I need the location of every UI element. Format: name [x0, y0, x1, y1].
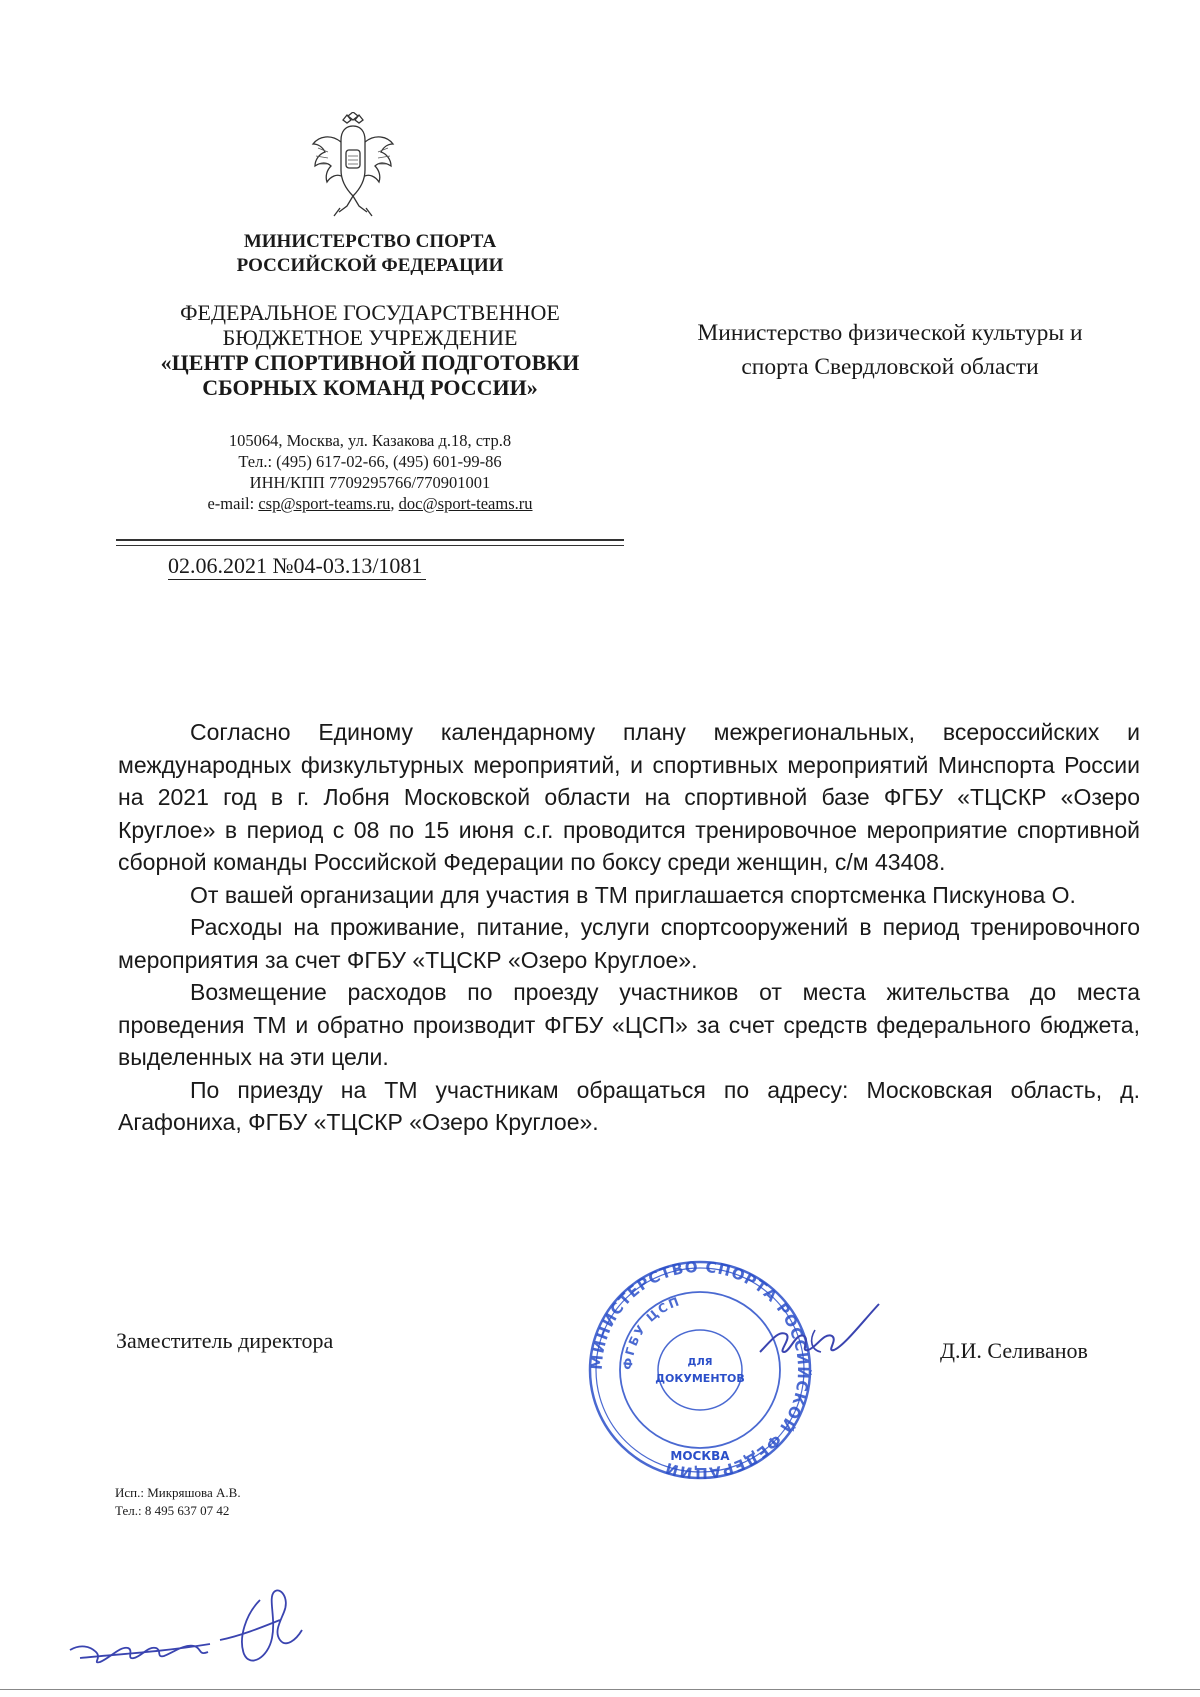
institution-line1: ФЕДЕРАЛЬНОЕ ГОСУДАРСТВЕННОЕ — [180, 300, 560, 325]
stamp-city: МОСКВА — [670, 1449, 730, 1463]
contact-details — [110, 430, 630, 514]
ministry-name-line1: МИНИСТЕРСТВО СПОРТА — [243, 231, 497, 252]
institution-line2: БЮДЖЕТНОЕ УЧРЕЖДЕНИЕ — [222, 325, 518, 350]
ministry-name — [110, 230, 630, 278]
institution-name-line1: «ЦЕНТР СПОРТИВНОЙ ПОДГОТОВКИ — [160, 350, 580, 375]
executor-info — [115, 1484, 241, 1520]
body-paragraph: Возмещение расходов по проезду участников от места жительства до места проведения ТМ и обратно производит ФГБУ «ЦСП» за счет средств федерального бюджета, выделенных на эти цели. — [118, 979, 1140, 1070]
scan-edge-line — [0, 1689, 1200, 1690]
addressee-line1: Министерство физической культуры и — [697, 320, 1083, 346]
addressee — [650, 316, 1130, 384]
signatory-role: Заместитель директора — [116, 1328, 334, 1353]
addressee-line2: спорта Свердловской области — [741, 354, 1039, 380]
phone: Тел.: (495) 617-02-66, (495) 601-99-86 — [238, 452, 502, 471]
stamp-outer-text: МИНИСТЕРСТВО СПОРТА РОССИЙСКОЙ ФЕДЕРАЦИИ — [587, 1257, 813, 1483]
ministry-name-line2: РОССИЙСКОЙ ФЕДЕРАЦИИ — [236, 255, 504, 276]
body-paragraph: От вашей организации для участия в ТМ приглашается спортсменка Пискунова О. — [190, 881, 1076, 908]
executor-phone: Тел.: 8 495 637 07 42 — [115, 1503, 230, 1518]
signature-scribble-icon — [755, 1300, 885, 1370]
official-stamp — [580, 1255, 820, 1485]
letter-body — [118, 716, 1140, 1139]
institution-name-line2: СБОРНЫХ КОМАНД РОССИИ» — [202, 375, 538, 400]
email-link-csp[interactable]: csp@sport-teams.ru — [258, 494, 391, 513]
email-link-doc[interactable]: doc@sport-teams.ru — [398, 494, 533, 513]
address: 105064, Москва, ул. Казакова д.18, стр.8 — [228, 431, 512, 450]
body-paragraph: По приезду на ТМ участникам обращаться по адресу: Московская область, д. Агафониха, ФГБУ «ТЦСКР «Озеро Круглое». — [118, 1076, 1140, 1135]
document-reference: 02.06.2021 №04-03.13/1081 — [168, 553, 426, 580]
stamp-inner-text: ФГБУ ЦСП — [620, 1293, 683, 1371]
coat-of-arms-icon — [310, 112, 396, 220]
header-divider-thick — [116, 539, 624, 541]
stamp-center-line2: ДОКУМЕНТОВ — [655, 1372, 745, 1385]
institution-name — [110, 300, 630, 400]
body-paragraph: Расходы на проживание, питание, услуги спортсооружений в период тренировочного мероприятия за счет ФГБУ «ТЦСКР «Озеро Круглое». — [118, 914, 1140, 973]
email-label: e-mail: — [207, 494, 255, 513]
stamp-center-line1: ДЛЯ — [687, 1357, 713, 1368]
email-line — [110, 493, 630, 514]
body-paragraph: Согласно Единому календарному плану межрегиональных, всероссийских и международных физкультурных мероприятий, и спортивных мероприятий Минспорта России на 2021 год в г. Лобня Московской области на спортивной базе ФГБУ «ТЦСКР «Озеро Круглое» в период с 08 по 15 июня с.г. проводится тренировочное мероприятие спортивной сборной команды Российской Федерации по боксу среди женщин, с/м 43408. — [118, 719, 1140, 875]
header-divider-thin — [116, 545, 624, 546]
handwritten-mark-icon — [60, 1580, 370, 1690]
signatory-name: Д.И. Селиванов — [940, 1338, 1088, 1363]
email-separator: , — [390, 494, 399, 513]
inn-kpp: ИНН/КПП 7709295766/770901001 — [249, 473, 491, 492]
executor-name: Исп.: Микряшова А.В. — [115, 1485, 241, 1500]
